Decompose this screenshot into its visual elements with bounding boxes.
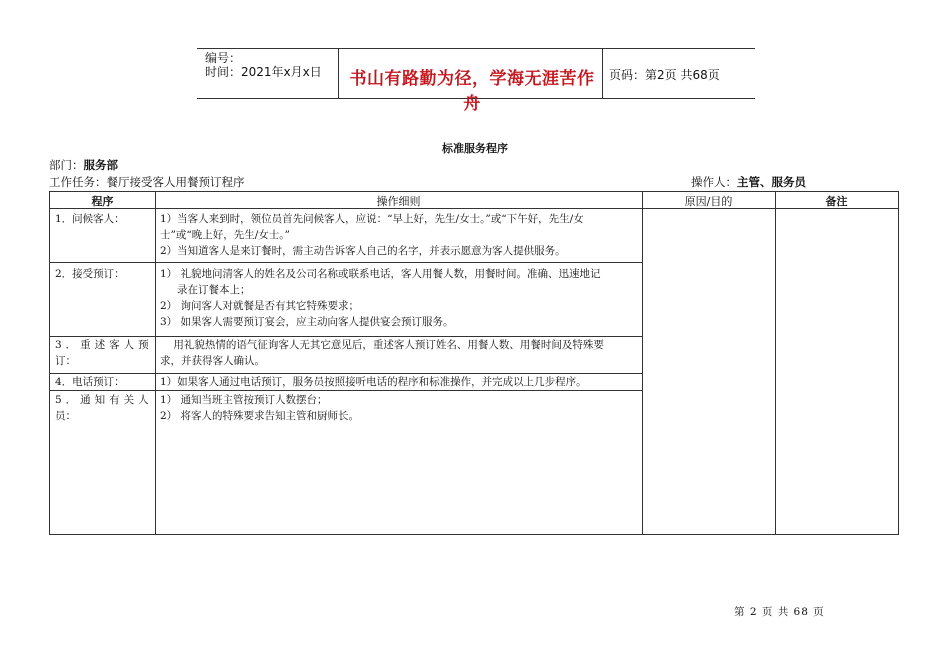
row-5-details — [160, 392, 640, 424]
procedure-table — [49, 191, 899, 535]
row-2-step-text: 2．接受预订： — [55, 268, 125, 280]
detail-line: 1） 礼貌地问清客人的姓名及公司名称或联系电话，客人用餐人数，用餐时间。准确、迅速地记 — [160, 268, 601, 280]
row-3-step-text: 3．重述客人预 — [55, 339, 153, 351]
header-motto: 书山有路勤为径，学海无涯苦作舟 — [349, 69, 595, 114]
col-divider-1 — [155, 192, 156, 534]
header-divider-left — [338, 49, 339, 98]
operator-line — [691, 175, 806, 189]
department-line — [49, 158, 118, 172]
header-procedure: 程序 — [91, 195, 114, 208]
row-3-details — [160, 337, 640, 369]
col-divider-2 — [642, 192, 643, 534]
detail-line: 用礼貌热情的语气征询客人无其它意见后，重述客人预订姓名、用餐人数、用餐时间及特殊要 — [160, 339, 604, 351]
detail-line: 2） 询问客人对就餐是否有其它特殊要求； — [160, 300, 360, 312]
row-1-step — [55, 211, 153, 227]
department-value: 服务部 — [83, 158, 118, 172]
row-4-step-text: 4．电话预订： — [55, 376, 125, 388]
row-3-step-text-cont: 订： — [55, 355, 76, 367]
time-label: 时间：2021年x月x日 — [205, 65, 322, 79]
page-header — [197, 48, 755, 114]
row-4-details — [160, 374, 640, 390]
row-5-step-text-cont: 员： — [55, 410, 76, 422]
header-reason: 原因/目的 — [684, 195, 733, 208]
page-footer: 第 2 页 共 68 页 — [734, 606, 825, 618]
task-line: 工作任务：餐厅接受客人用餐预订程序 — [49, 175, 245, 189]
detail-line: 2）当知道客人是来订餐时，需主动告诉客人自己的名字，并表示愿意为客人提供服务。 — [160, 245, 566, 257]
header-info — [205, 51, 322, 79]
row-1-details — [160, 211, 640, 259]
row-divider — [50, 390, 642, 391]
row-5-step — [55, 392, 153, 424]
department-label: 部门： — [49, 158, 84, 172]
detail-line: 3） 如果客人需要预订宴会，应主动向客人提供宴会预订服务。 — [160, 316, 454, 328]
detail-line: 录在订餐本上； — [177, 284, 251, 296]
detail-line: 1）当客人来到时，领位员首先问候客人，应说：“早上好，先生/女士。”或“下午好，先生/女 — [160, 213, 584, 225]
header-divider-right — [602, 49, 603, 98]
detail-line: 1） 通知当班主管按预订人数摆台； — [160, 394, 328, 406]
row-5-step-text: 5．通知有关人 — [55, 394, 153, 406]
operator-label: 操作人： — [691, 175, 737, 189]
header-details: 操作细则 — [376, 195, 421, 208]
number-label: 编号： — [205, 51, 242, 65]
detail-line: 2） 将客人的特殊要求告知主管和厨师长。 — [160, 410, 360, 422]
row-1-step-text: 1．问候客人： — [55, 213, 125, 225]
row-divider — [50, 262, 642, 263]
header-page-number: 页码：第2页 共68页 — [609, 68, 720, 82]
row-2-step — [55, 266, 153, 282]
row-2-details — [160, 266, 640, 330]
document-title: 标准服务程序 — [442, 142, 508, 155]
header-remarks: 备注 — [825, 195, 848, 208]
row-3-step — [55, 337, 153, 369]
detail-line: 1）如果客人通过电话预订，服务员按照接听电话的程序和标准操作，并完成以上几步程序。 — [160, 376, 587, 388]
detail-line: 士”或“晚上好，先生/女士。” — [160, 229, 290, 241]
row-4-step — [55, 374, 153, 390]
col-divider-3 — [775, 192, 776, 534]
detail-line: 求，并获得客人确认。 — [160, 355, 265, 367]
operator-value: 主管、服务员 — [737, 175, 806, 189]
